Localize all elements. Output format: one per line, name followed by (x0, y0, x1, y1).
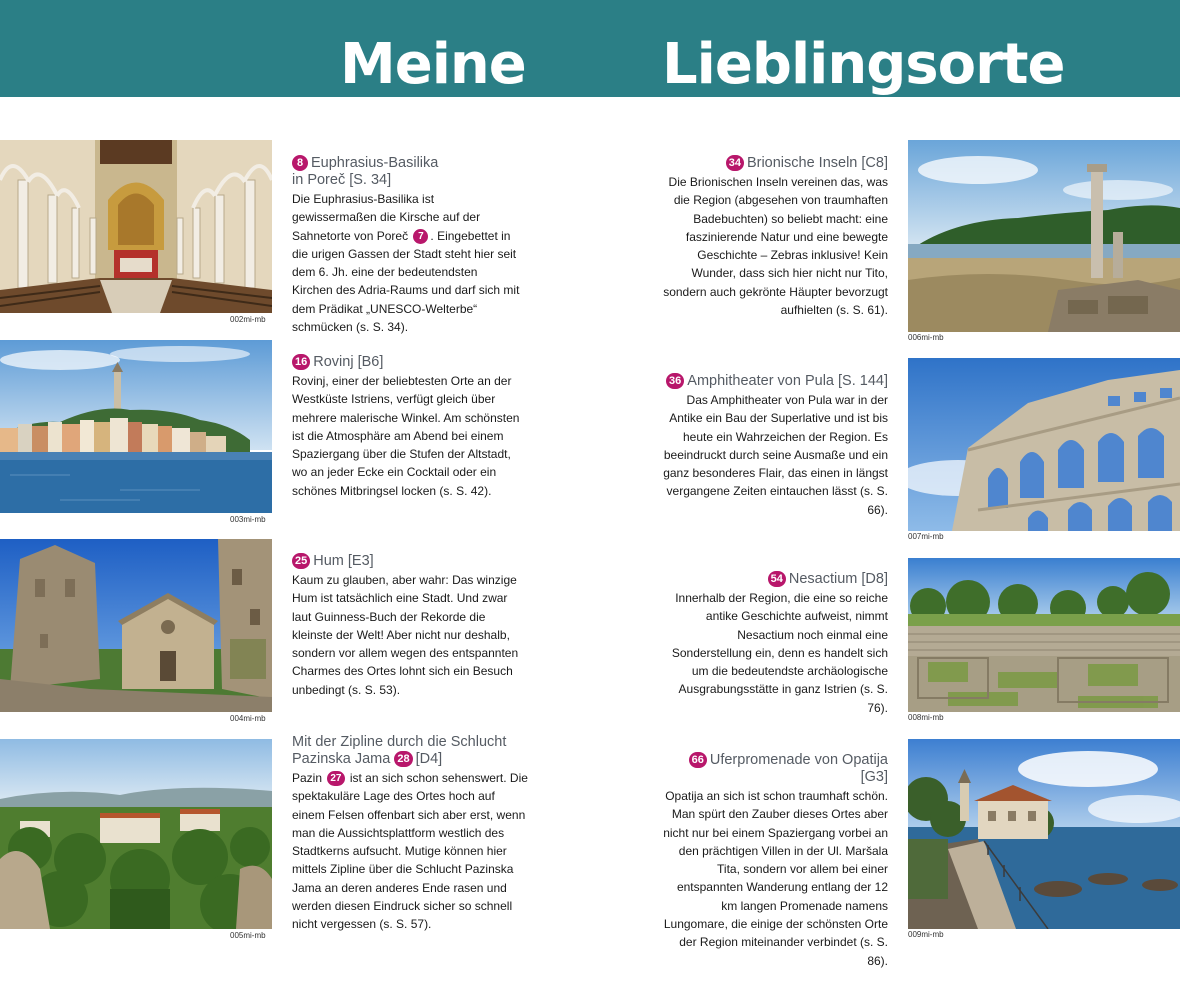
location-marker: 36 (666, 373, 684, 389)
entry-title: 66 Uferpromenade von Opatija [G3] (660, 752, 888, 786)
photo-uferpromenade-opatija (908, 739, 1180, 929)
header-banner (0, 0, 1180, 97)
photo-nesactium (908, 558, 1180, 712)
entry-text: Die Brionischen Inseln vereinen das, was die Region (abgesehen von traumhaften Badebuchten) so beliebt macht: eine faszinierende Natur und eine bewegte Geschichte – Zebras inklusive! Kein Wunder, dass sich hier nicht nur Tito, sondern auch gekrönte Häupter bevorzugt aufhielten (s. S. 61). (663, 175, 888, 318)
photo-credit: 005mi-mb (230, 931, 266, 940)
photo-credit: 009mi-mb (908, 930, 944, 939)
page-title-word-1: Meine (340, 32, 526, 97)
photo-credit: 007mi-mb (908, 532, 944, 541)
entry-nesactium (660, 571, 888, 717)
location-marker: 34 (726, 155, 744, 171)
location-marker: 54 (768, 571, 786, 587)
location-marker: 28 (394, 751, 412, 767)
location-marker: 66 (689, 752, 707, 768)
location-marker: 8 (292, 155, 308, 171)
entry-amphitheater-pula (660, 373, 888, 519)
entry-title: 16 Rovinj [B6] (292, 354, 520, 371)
photo-euphrasius-basilica (0, 140, 272, 313)
photo-hum (0, 539, 272, 712)
location-marker: 25 (292, 553, 310, 569)
photo-amphitheater-pula (908, 358, 1180, 531)
entry-text: Pazin 27 ist an sich schon sehenswert. Die spektakuläre Lage des Ortes hoch auf einem Felsen offenbart sich aber erst, wenn man die Aussichtsplattform westlich des Stadtkerns aufsucht. Mutige können hier mittels Zipline über die Schlucht Pazinska Jama an deren anderes Ende rasen und werden diesen Eindruck sicher so schnell nicht vergessen (s. S. 57). (292, 771, 528, 932)
entry-zipline-pazinska-jama (292, 734, 528, 934)
entry-text: Das Amphitheater von Pula war in der Antike ein Bau der Superlative und ist bis heute ein Wahrzeichen der Region. Es beeindruckt durch seine Ausmaße und ein ganz besonderes Flair, das einen in längst vergangene Zeiten eintauchen lässt (s. S. 66). (663, 393, 888, 517)
entry-title: 25 Hum [E3] (292, 553, 520, 570)
photo-rovinj (0, 340, 272, 513)
photo-credit: 008mi-mb (908, 713, 944, 722)
photo-brionische-inseln (908, 140, 1180, 332)
photo-credit: 003mi-mb (230, 515, 266, 524)
photo-credit: 002mi-mb (230, 315, 266, 324)
entry-text: Rovinj, einer der beliebtesten Orte an der Westküste Istriens, verfügt gleich über mehrere malerische Winkel. Am schönsten ist die Atmosphäre am Abend bei einem Spaziergang über die Stufen der Altstadt, wo an jeder Ecke ein Cocktail oder ein schönes Mitbringsel locken (s. S. 42). (292, 374, 520, 498)
entry-title: 34 Brionische Inseln [C8] (660, 155, 888, 172)
location-marker: 16 (292, 354, 310, 370)
photo-pazinska-jama (0, 739, 272, 929)
entry-text: Opatija an sich ist schon traumhaft schön. Man spürt den Zauber dieses Ortes aber nicht nur bei einem Spaziergang vorbei an den prächtigen Villen in der Ul. Maršala Tita, sondern vor allem bei einer entspannten Wanderung entlang der 12 km langen Promenade namens Lungomare, die einige der schönsten Orte der Region miteinander verbindet (s. S. 86). (663, 789, 888, 968)
entry-brionische-inseln (660, 155, 888, 319)
entry-text: Die Euphrasius-Basilika ist gewissermaßen die Kirsche auf der Sahnetorte von Poreč 7 . Eingebettet in die urigen Gassen der Stadt steht hier seit dem 6. Jh. eine der bedeutendsten Kirchen des Adria-Raums und darf sich mit dem Prädikat „UNESCO-Welterbe“ schmücken (s. S. 34). (292, 192, 520, 335)
entry-title: 54 Nesactium [D8] (660, 571, 888, 588)
entry-title: Mit der Zipline durch die Schlucht Pazinska Jama 28 [D4] (292, 734, 507, 767)
entry-euphrasius-basilica (292, 155, 520, 336)
entry-uferpromenade-opatija (660, 752, 888, 970)
reference-marker: 27 (327, 771, 344, 786)
photo-credit: 006mi-mb (908, 333, 944, 342)
entry-title: 36 Amphitheater von Pula [S. 144] (660, 373, 888, 390)
entry-hum (292, 553, 520, 699)
page-title-word-2: Lieblingsorte (662, 32, 1065, 97)
entry-rovinj (292, 354, 520, 500)
entry-title: 8 Euphrasius-Basilika in Poreč [S. 34] (292, 155, 439, 188)
reference-marker: 7 (413, 229, 428, 244)
entry-text: Kaum zu glauben, aber wahr: Das winzige Hum ist tatsächlich eine Stadt. Und zwar laut Guinness-Buch der Rekorde die kleinste der Welt! Aber nicht nur deshalb, sondern vor allem wegen des entspannten Charmes des Ortes lohnt sich ein Besuch unbedingt (s. S. 53). (292, 573, 519, 697)
entry-text: Innerhalb der Region, die eine so reiche antike Geschichte aufweist, nimmt Nesactium noch einmal eine Sonderstellung ein, denn es handelt sich um die bedeutendste archäologische Ausgrabungsstätte in ganz Istrien (s. S. 76). (671, 591, 888, 715)
photo-credit: 004mi-mb (230, 714, 266, 723)
